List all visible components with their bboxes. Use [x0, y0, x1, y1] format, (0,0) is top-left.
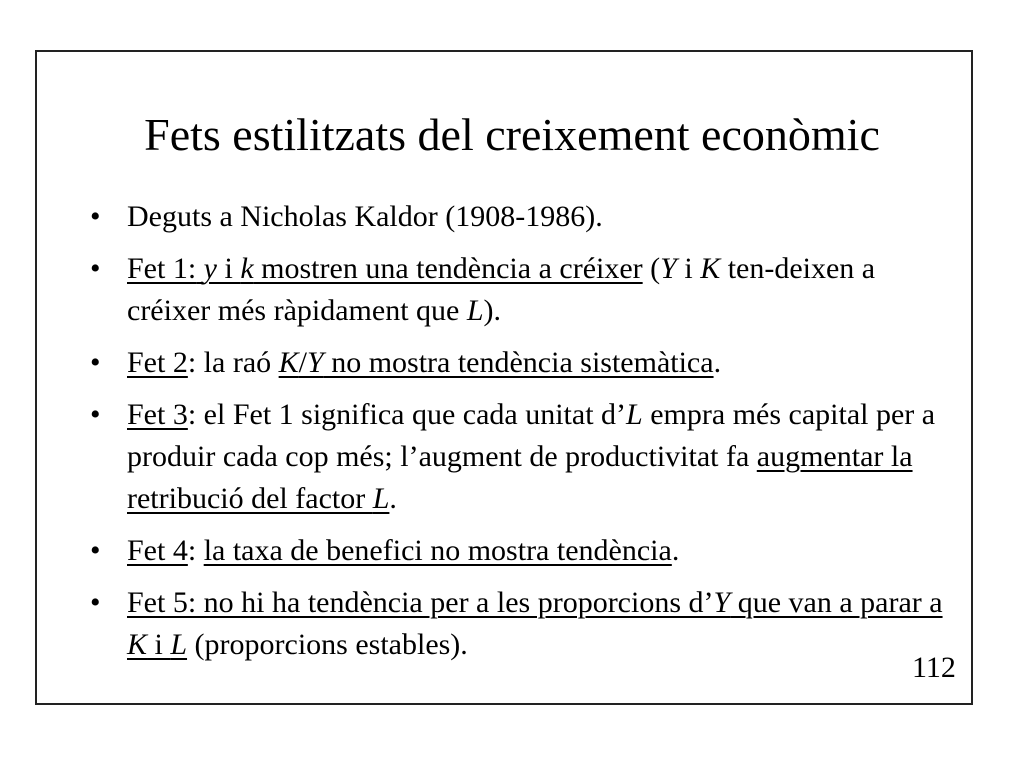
- var-K: K: [278, 346, 299, 379]
- text-span: i: [147, 628, 171, 661]
- text-span: ).: [483, 294, 502, 327]
- var-K: K: [127, 628, 148, 661]
- slide-title: Fets estilitzats del creixement econòmic: [144, 109, 880, 160]
- bullet-item-1: [90, 196, 948, 238]
- text-span: i: [217, 252, 241, 285]
- var-Y: Y: [713, 586, 731, 619]
- var-k: k: [240, 252, 254, 285]
- text-span: mostren una tendència a créixer: [253, 252, 643, 285]
- bullet-item-2: [90, 248, 948, 332]
- bullet-icon: •: [90, 586, 101, 619]
- text-span: .: [389, 482, 397, 515]
- fet-3-label: Fet 3: [127, 398, 188, 431]
- var-L: L: [170, 628, 188, 661]
- text-span: [196, 252, 204, 285]
- bullet-item-5: [90, 530, 948, 572]
- bullet-icon: •: [90, 398, 101, 431]
- text-span: : el Fet 1 significa que cada unitat d’: [187, 398, 627, 431]
- bullet-item-6: [90, 582, 948, 666]
- text-span: (: [642, 252, 661, 285]
- bullet-icon: •: [90, 252, 101, 285]
- var-L: L: [466, 294, 484, 327]
- text-span: i: [676, 252, 701, 285]
- fet-1-label: Fet 1:: [127, 252, 197, 285]
- bullet-icon: •: [90, 534, 101, 567]
- bullet-item-3: [90, 342, 948, 384]
- fet-4-label: Fet 4: [127, 534, 188, 567]
- bullet-item-4: [90, 394, 948, 520]
- text-span: /: [298, 346, 307, 379]
- var-Y: Y: [660, 252, 677, 285]
- text-span: .: [671, 534, 680, 567]
- page-number: 112: [912, 651, 956, 684]
- bullet-list: [90, 196, 948, 666]
- text-span: no mostra tendència sistemàtica: [323, 346, 714, 379]
- text-span: ten-deixen a créixer més ràpidament que: [127, 252, 876, 327]
- var-L: L: [626, 398, 643, 431]
- bullet-icon: •: [90, 200, 101, 233]
- fet-4-underlined: la taxa de benefici no mostra tendència: [203, 534, 672, 567]
- text-span: que van a parar a: [730, 586, 943, 619]
- text-span: : la raó: [187, 346, 279, 379]
- text-span: empra més capital per a produir cada cop més; l’augment de productivitat fa: [127, 398, 936, 473]
- fet-2-underlined: [279, 346, 714, 379]
- fet-5-label: Fet 5: no hi ha tendència per a les proporcions d’: [127, 586, 714, 619]
- text-span: .: [713, 346, 722, 379]
- text-span: (proporcions estables).: [187, 628, 468, 661]
- text-span: augmentar la retribució del factor: [127, 440, 913, 515]
- fet-2-label: Fet 2: [127, 346, 188, 379]
- bullet-text: Deguts a Nicholas Kaldor (1908-1986).: [127, 200, 603, 233]
- text-span: :: [187, 534, 204, 567]
- var-Y: Y: [307, 346, 324, 379]
- bullet-icon: •: [90, 346, 101, 379]
- fet-1-underlined: [127, 252, 643, 285]
- var-y: y: [203, 252, 217, 285]
- var-L: L: [372, 482, 390, 515]
- var-K: K: [700, 252, 721, 285]
